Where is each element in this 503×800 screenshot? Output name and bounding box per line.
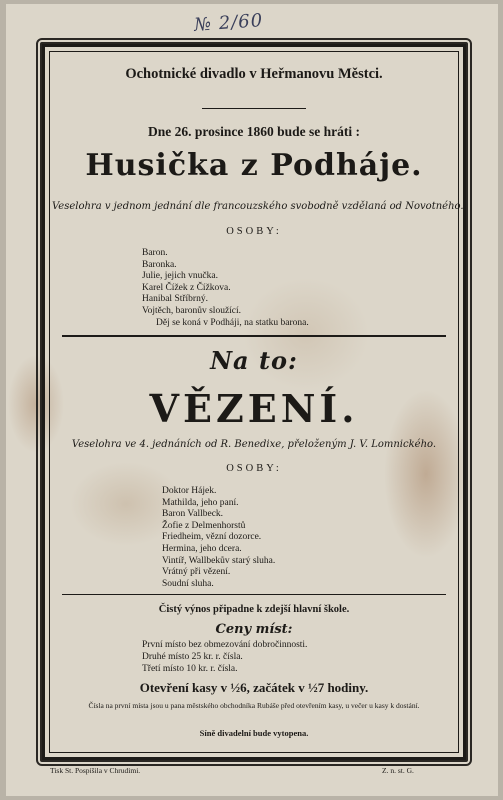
printer-credit: Tisk St. Pospíšila v Chrudimi. (50, 766, 141, 775)
opening-times: Otevření kasy v ½6, začátek v ½7 hodiny. (139, 680, 369, 695)
cast-item: Hanibal Stříbrný. (142, 294, 208, 305)
price-first: První místo bez obmezování dobročinnosti. (142, 640, 308, 650)
cast-item: Mathilda, jeho paní. (162, 497, 239, 508)
poster-content (52, 56, 464, 750)
cast-item: Soudní sluha. (162, 578, 214, 589)
cast-item: Žofie z Delmenhorstů (162, 520, 246, 531)
cast-item: Baron Vallbeck. (162, 509, 224, 520)
cast-item: Julie, jejich vnučka. (142, 271, 218, 282)
play1-subtitle: Veselohra v jednom jednání dle francouzského svobodně vzdělaná od Novotného. (52, 201, 464, 212)
theatre-name: Ochotnické divadlo v Heřmanovu Městci. (125, 66, 383, 82)
play2-cast-list (162, 486, 275, 590)
play1-scene: Děj se koná v Podháji, na statku barona. (156, 317, 309, 328)
ticket-note: Čísla na první místa jsou u pana městského obchodníka Rubáše před otevřením kasy, u večer u kasy k dostání. (88, 701, 420, 710)
play1-cast-list (142, 248, 309, 329)
proceeds-note: Čistý výnos připadne k zdejší hlavní škole. (158, 604, 350, 615)
poster-sheet (6, 4, 498, 796)
play1-title: Husička z Podháje. (85, 148, 423, 183)
cast-item: Friedheim, vězní dozorce. (162, 532, 262, 543)
play1-persons-heading: OSOBY: (226, 226, 282, 237)
prices-heading: Ceny míst: (215, 622, 293, 637)
cast-item: Baron. (142, 248, 168, 258)
cast-item: Doktor Hájek. (162, 486, 217, 496)
short-rule (202, 108, 306, 109)
handwritten-note: № 2/60 (193, 10, 264, 36)
section-divider-2 (62, 594, 446, 595)
price-third: Třetí místo 10 kr. r. čísla. (142, 664, 238, 674)
performance-date: Dne 26. prosince 1860 bude se hráti : (147, 124, 360, 139)
cast-item: Baronka. (142, 259, 177, 270)
cast-item: Hermina, jeho dcera. (162, 543, 242, 554)
heating-note: Síně divadelní bude vytopena. (199, 728, 309, 738)
cast-item: Karel Čížek z Čížkova. (142, 282, 231, 293)
cast-item: Vintíř, Wallbekův starý sluha. (162, 555, 276, 566)
section-divider (62, 335, 446, 337)
cast-item: Vojtěch, baronův sloužící. (142, 305, 242, 316)
print-mark: Z. n. st. G. (382, 766, 414, 775)
cast-item: Vrátný při vězení. (162, 567, 231, 578)
play2-title: VĚZENÍ. (149, 386, 359, 431)
na-to-heading: Na to: (210, 346, 298, 375)
price-second: Druhé místo 25 kr. r. čísla. (142, 652, 243, 662)
play2-subtitle: Veselohra ve 4. jednáních od R. Benedixe, přeloženým J. V. Lomnického. (71, 439, 437, 450)
play2-persons-heading: OSOBY: (226, 463, 282, 474)
